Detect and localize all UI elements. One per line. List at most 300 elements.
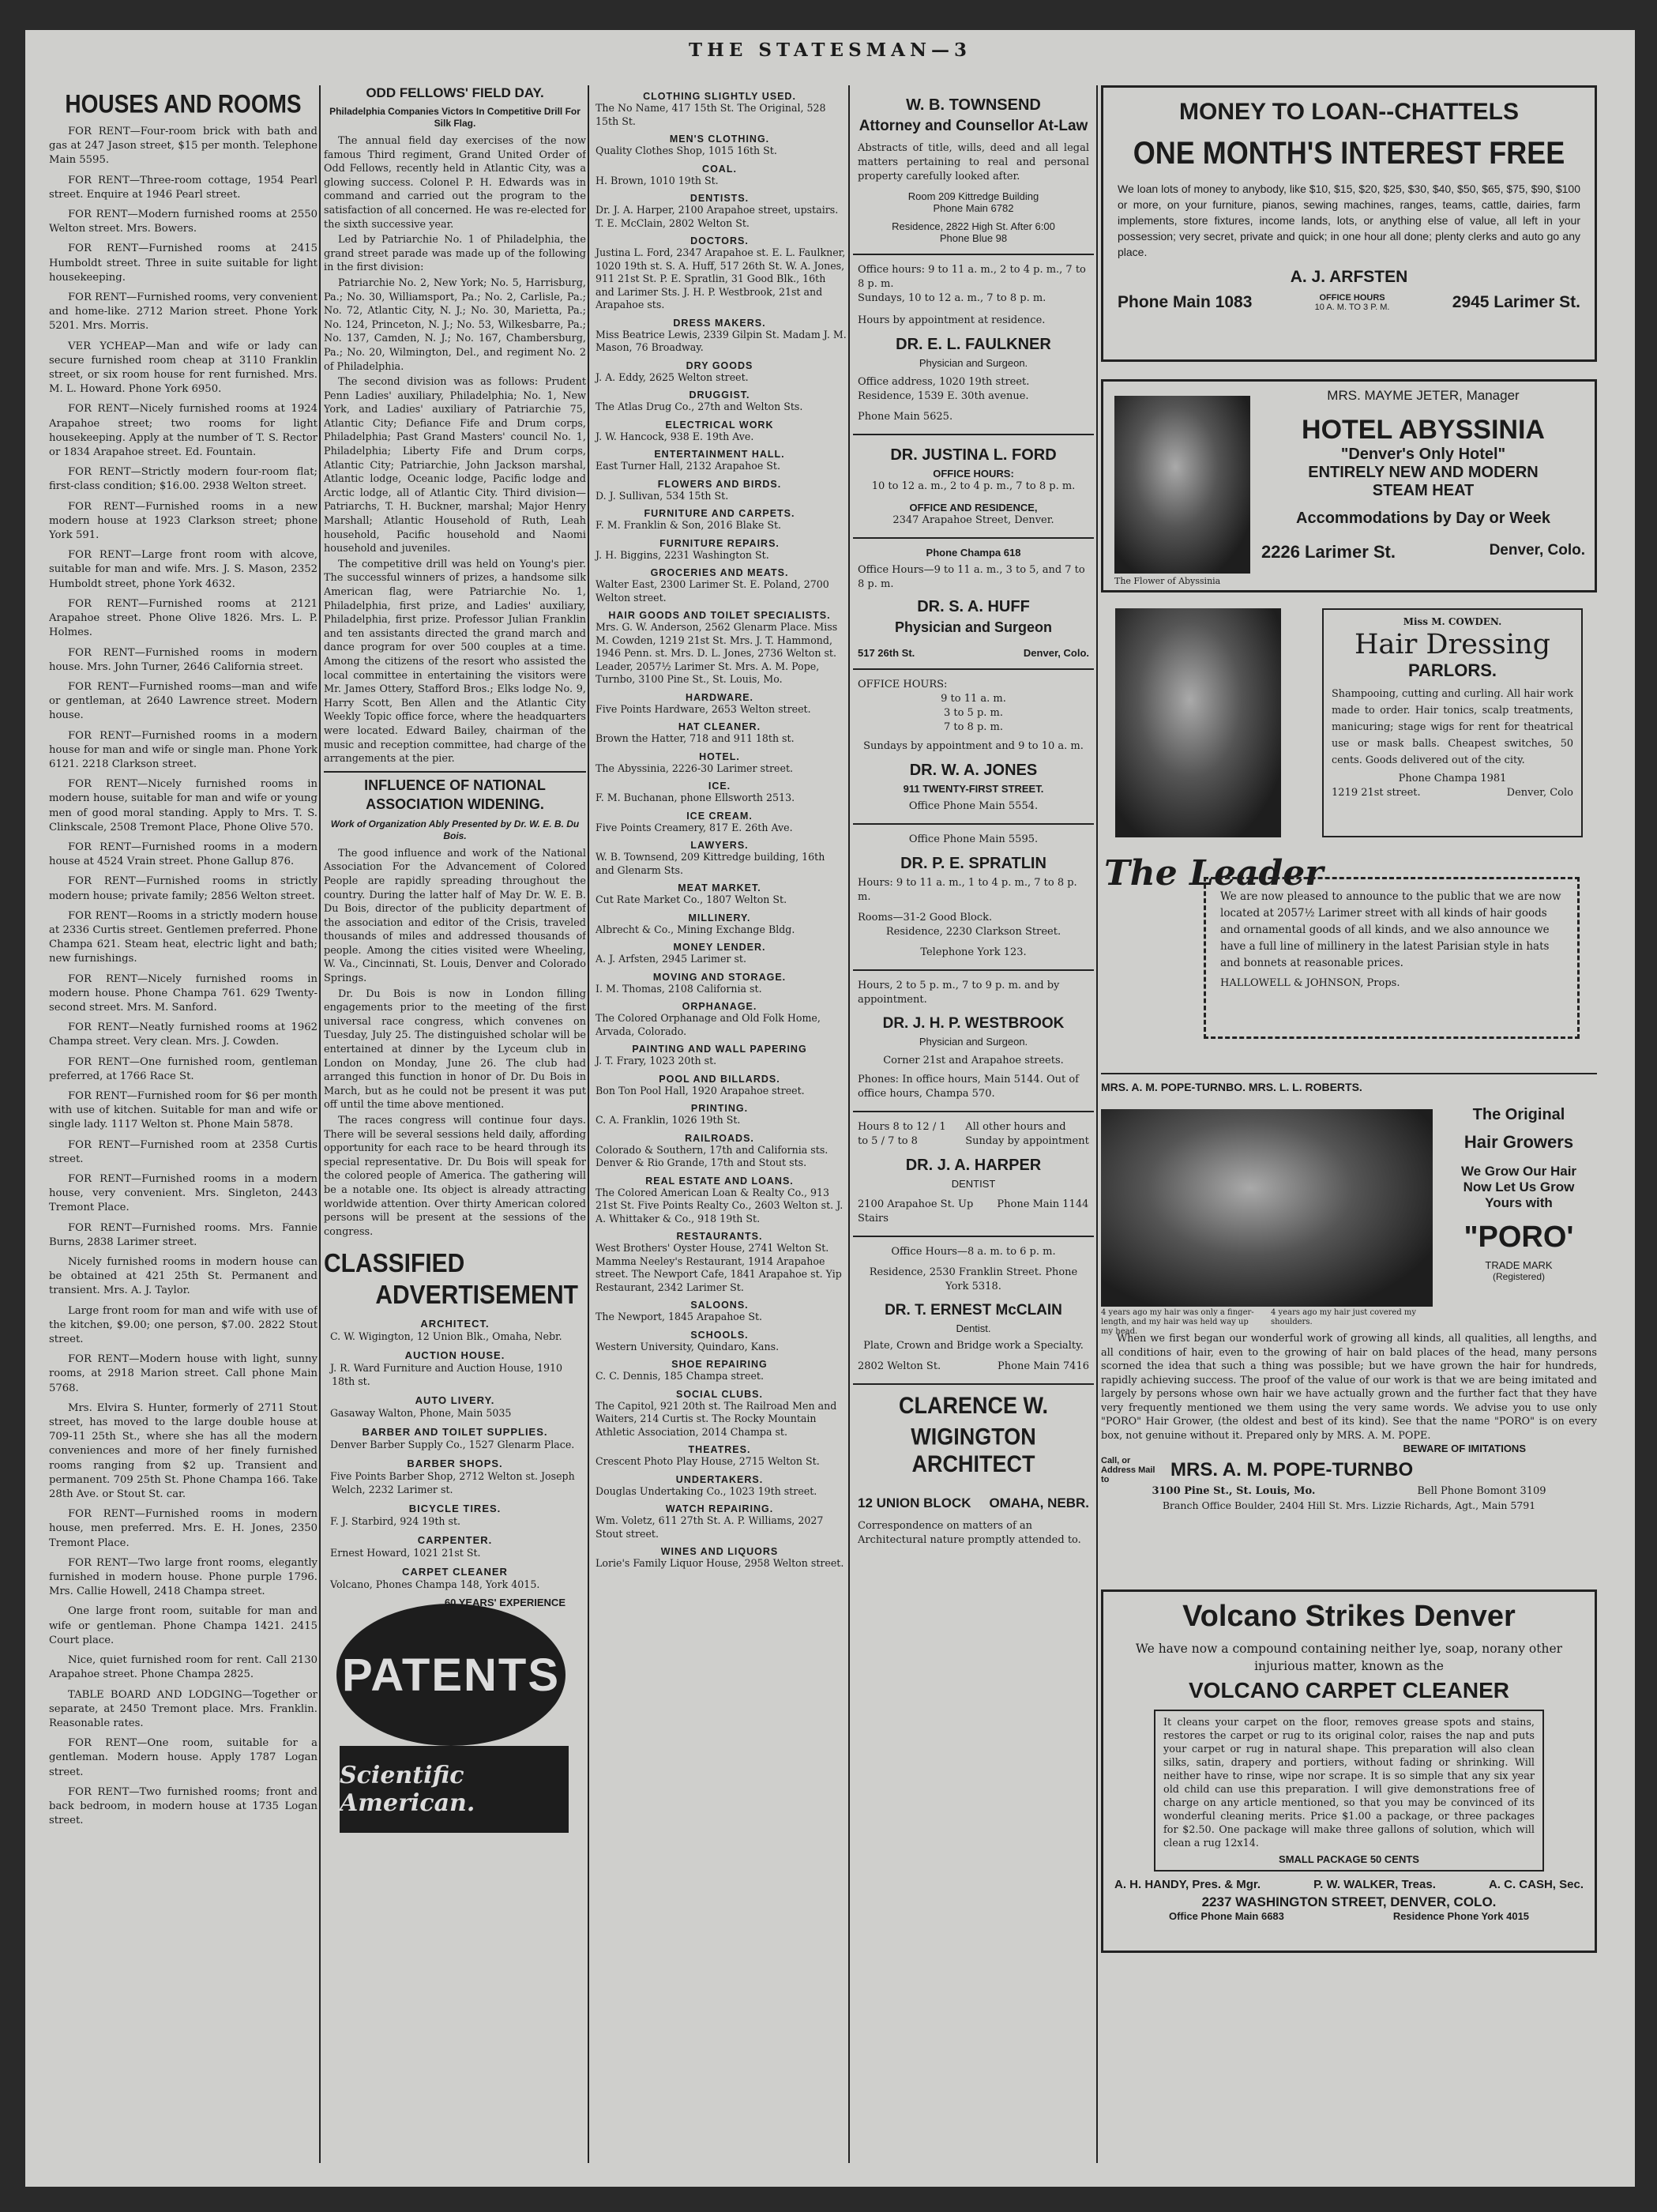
classified-categories	[324, 1318, 586, 1591]
directory-heading: THEATRES.	[688, 1444, 751, 1455]
newspaper-page	[25, 30, 1635, 2187]
card-line: Phone Champa 618	[926, 547, 1021, 559]
classified-ad: FOR RENT—One furnished room, gentleman preferred, at 1766 Race St.	[49, 1055, 317, 1082]
article-body	[324, 847, 586, 1240]
directory-entry: F. M. Buchanan, phone Ellsworth 2513.	[596, 792, 795, 803]
directory-heading: RAILROADS.	[685, 1132, 754, 1144]
hotel-city: Denver, Colo.	[1489, 542, 1585, 559]
card-line: Hours, 2 to 5 p. m., 7 to 9 p. m. and by appointment.	[858, 980, 1060, 1006]
directory-entry: Douglas Undertaking Co., 1023 19th street.	[596, 1484, 817, 1497]
poro-mrs: MRS. A. M. POPE-TURNBO	[1170, 1459, 1414, 1480]
classified-ad: FOR RENT—Three-room cottage, 1954 Pearl street. Enquire at 1946 Pearl street.	[49, 174, 317, 201]
poro-line: We Grow Our Hair	[1460, 1164, 1577, 1179]
card-name: DR. J. H. P. WESTBROOK	[882, 1015, 1065, 1032]
volcano-phones	[1114, 1910, 1584, 1922]
patents-ad	[336, 1597, 573, 1833]
classified-ad: FOR RENT—Furnished rooms in a new modern house at 1923 Clarkson street; phone York 591.	[49, 500, 317, 542]
hair-text	[1322, 608, 1583, 837]
townsend-card	[853, 85, 1094, 255]
directory-entry: Five Points Creamery, 817 E. 26th Ave.	[596, 821, 793, 833]
volcano-officer: A. C. CASH, Sec.	[1488, 1878, 1584, 1891]
card-line: 9 to 11 a. m.	[941, 693, 1006, 705]
spratlin-card	[853, 825, 1094, 971]
category-heading: CARPET CLEANER	[402, 1566, 508, 1578]
classified-ad: FOR RENT—Furnished rooms in strictly modern house; private family; 2856 Welton street.	[49, 875, 317, 902]
directory-entry: Wm. Voletz, 611 27th St. A. P. Williams, 2027 Stout street.	[596, 1514, 824, 1540]
card-footer	[858, 1198, 1089, 1226]
photo-caption: The Flower of Abyssinia	[1114, 576, 1221, 586]
hair-body: Shampooing, cutting and curling. All hair work made to order. Hair tonics, scalp treatments, manicuring; stage wigs for rent for theatrical use or mask balls. Cheapest switches, 50 cents. Goods delivered out of the city.	[1332, 688, 1573, 766]
directory-heading: WATCH REPAIRING.	[665, 1503, 774, 1514]
volcano-box	[1154, 1710, 1544, 1872]
card-line: Corner 21st and Arapahoe streets.	[883, 1055, 1064, 1066]
directory-heading: WINES AND LIQUORS	[660, 1546, 779, 1557]
directory-heading: MEAT MARKET.	[678, 882, 761, 893]
directory-heading: ORPHANAGE.	[682, 1001, 757, 1012]
card-line: OFFICE HOURS:	[858, 679, 948, 690]
directory-heading: CLOTHING SLIGHTLY USED.	[643, 91, 796, 102]
card-name: DR. T. ERNEST McCLAIN	[885, 1302, 1062, 1319]
directory-heading: MILLINERY.	[688, 912, 751, 924]
article-paragraph: The second division was as follows: Prudent Penn Ladies' auxiliary, Philadelphia; No. 1, New York, and Ladies' auxiliary of Patriarchie 75, Atlantic City; Defiance Fife and Drum corps, Philadelphia; Past Grand Masters' council No. 1, Philadelphia; Liberty Fife and Drum corps, Atlantic City; Patriarchie, John Jackson marshal, Atlantic lodge, Oceanic lodge, Pacific lodge and Arctic lodge, all of Atlantic City. Third division—Patriarchs, T. H. Buckner, marshal; Major Henry Marshall; Atlantic Household of Ruth, Leah household, Pacific household and Naomi household and juveniles.	[324, 376, 586, 555]
category-heading: AUCTION HOUSE.	[404, 1349, 505, 1362]
card-line: Phones: In office hours, Main 5144. Out of office hours, Champa 570.	[858, 1074, 1079, 1100]
hair-phone: Phone Champa 1981	[1398, 773, 1507, 784]
directory-heading: FURNITURE AND CARPETS.	[644, 508, 795, 519]
card-line: 3 to 5 p. m.	[943, 707, 1004, 719]
directory-entry: The Abyssinia, 2226-30 Larimer street.	[596, 762, 794, 774]
classified-ad: One large front room, suitable for man and wife or gentleman. Phone Champa 1421. 2415 Court place.	[49, 1605, 317, 1646]
directory-heading: SHOE REPAIRING	[671, 1359, 768, 1370]
directory-heading: HAT CLEANER.	[678, 721, 761, 732]
directory-heading: DRESS MAKERS.	[673, 317, 766, 329]
patents-years: 60 YEARS' EXPERIENCE	[444, 1597, 565, 1609]
hotel-address: 2226 Larimer St.	[1261, 542, 1396, 562]
section-title: HOUSES AND ROOMS	[65, 89, 302, 118]
ad-address: 2945 Larimer St.	[1452, 293, 1580, 311]
directory-heading: FURNITURE REPAIRS.	[659, 537, 780, 549]
directory-heading: SOCIAL CLUBS.	[676, 1388, 763, 1400]
directory-heading: ELECTRICAL WORK	[665, 419, 774, 431]
ad-hours-label: OFFICE HOURS	[1319, 293, 1385, 303]
poro-contact	[1101, 1456, 1597, 1484]
card-line: Office hours: 9 to 11 a. m., 2 to 4 p. m., 7 to 8 p. m.	[858, 264, 1086, 290]
hotel-text	[1261, 388, 1585, 562]
card-footer	[858, 1360, 1089, 1374]
column-rule	[319, 85, 321, 2163]
ad-footer	[1118, 293, 1580, 312]
poro-phone: Bell Phone Bomont 3109	[1417, 1485, 1546, 1497]
classified-ad: FOR RENT—Nicely furnished rooms at 1924 Arapahoe street; two rooms for light housekeeping. Apply at the number of T. S. Rector or 1834 Arapahoe street. Ed. Fountain.	[49, 403, 317, 459]
directory-heading: HARDWARE.	[685, 691, 754, 703]
hotel-accommodations: Accommodations by Day or Week	[1296, 510, 1550, 527]
article-subhead: Philadelphia Companies Victors In Competitive Drill For Silk Flag.	[329, 106, 581, 129]
hotel-abyssinia-ad	[1101, 379, 1597, 592]
directory-entry: J. T. Frary, 1023 20th st.	[596, 1055, 717, 1066]
display-ads-column	[1101, 85, 1597, 2163]
directory-entry: The No Name, 417 15th St. The Original, 528 15th St.	[596, 102, 826, 127]
leader-body: We are now pleased to announce to the public that we are now located at 2057½ Larimer street with all kinds of hair goods and ornamental goods of all kinds, and we also announce we have a full line of millinery in the latest Parisian style in hats and bonnets at reasonable prices.	[1220, 890, 1561, 969]
directory-entry: Bon Ton Pool Hall, 1920 Arapahoe street.	[596, 1084, 805, 1097]
card-line: Phone Blue 98	[939, 232, 1008, 244]
card-title: Attorney and Counsellor At-Law	[859, 118, 1088, 134]
card-line: All other hours and Sunday by appointment	[965, 1121, 1089, 1147]
classified-ad: TABLE BOARD AND LODGING—Together or separate, at 2450 Tremont place. Mrs. Franklin. Reasonable rates.	[49, 1688, 317, 1729]
huff-card	[853, 539, 1094, 670]
article-paragraph: The races congress will continue four days. There will be several sessions held daily, affording opportunity for each race to be heard through its special representative. Dr. Du Bois will speak for the colored people of America. The gathering will be a notable one. Its object is already attracting worldwide attention. Over thirty American colored persons will be present at the sessions of the congress.	[324, 1115, 586, 1238]
poro-text	[1101, 1332, 1597, 1513]
directory-heading: ICE CREAM.	[686, 810, 753, 822]
card-name: DR. P. E. SPRATLIN	[900, 855, 1046, 872]
category-heading: ARCHITECT.	[420, 1318, 490, 1330]
poro-photo	[1101, 1109, 1433, 1307]
card-title: Physician and Surgeon.	[919, 357, 1028, 369]
directory-heading: SALOONS.	[690, 1300, 749, 1311]
directory-entry: The Newport, 1845 Arapahoe St.	[596, 1311, 763, 1322]
card-line: Hours 8 to 12 / 1 to 5 / 7 to 8	[858, 1121, 946, 1147]
directory-entry: Justina L. Ford, 2347 Arapahoe st. E. L. Faulkner, 1020 19th st. S. A. Huff, 517 26th St. W. A. Jones, 911 21st St. P. E. Spratlin, 31 Good Blk., 16th and Larimer Sts. J. H. P. Westbrook, 21st and Arapahoe sts.	[596, 246, 846, 310]
money-to-loan-ad	[1101, 85, 1597, 362]
directory-heading: ICE.	[708, 781, 731, 792]
poro-line: (Registered)	[1492, 1271, 1546, 1282]
hair-footer	[1332, 786, 1573, 800]
volcano-intro: We have now a compound containing neither lye, soap, norany other injurious matter, known as the	[1135, 1642, 1563, 1673]
category-heading: BARBER SHOPS.	[407, 1458, 503, 1470]
patents-badge: PATENTS	[336, 1604, 565, 1746]
category-entry: Five Points Barber Shop, 2712 Welton st. Joseph Welch, 2232 Larimer st.	[330, 1470, 575, 1496]
directory-heading: COAL.	[702, 163, 737, 175]
volcano-officer: A. H. HANDY, Pres. & Mgr.	[1114, 1878, 1261, 1891]
card-line: 2802 Welton St.	[858, 1360, 941, 1372]
directory-entry: H. Brown, 1010 19th St.	[596, 174, 719, 186]
card-line: Sundays by appointment and 9 to 10 a. m.	[863, 740, 1084, 752]
directory-entry: Quality Clothes Shop, 1015 16th St.	[596, 145, 777, 156]
directory-entry: Brown the Hatter, 718 and 911 18th st.	[596, 732, 795, 744]
card-name: DR. W. A. JONES	[909, 762, 1038, 779]
category-entry: Ernest Howard, 1021 21st St.	[330, 1547, 481, 1559]
hotel-tagline: "Denver's Only Hotel"	[1340, 446, 1506, 463]
card-line: Office address, 1020 19th street.	[858, 376, 1030, 388]
category-heading: BICYCLE TIRES.	[408, 1503, 502, 1515]
classified-ad: FOR RENT—Furnished rooms in modern house. Mrs. John Turner, 2646 California street.	[49, 646, 317, 673]
column-rule	[848, 85, 850, 2163]
poro-addr-row	[1101, 1484, 1597, 1499]
card-line: Telephone York 123.	[920, 946, 1027, 958]
volcano-name: VOLCANO CARPET CLEANER	[1188, 1678, 1509, 1702]
card-body: Correspondence on matters of an Architectural nature promptly attended to.	[858, 1520, 1081, 1546]
poro-ad	[1101, 1074, 1597, 1580]
ad-headline: ONE MONTH'S INTEREST FREE	[1133, 134, 1565, 171]
card-hours-row	[858, 1120, 1089, 1149]
portrait-photo	[1114, 396, 1250, 574]
poro-call: Call, or Address Mail to	[1101, 1456, 1155, 1484]
card-name: DR. JUSTINA L. FORD	[890, 446, 1057, 464]
directory-heading: UNDERTAKERS.	[675, 1473, 764, 1485]
category-entry: J. R. Ward Furniture and Auction House, 1910 18th st.	[330, 1362, 563, 1388]
card-line: 2100 Arapahoe St. Up Stairs	[858, 1198, 974, 1224]
ad-headline: MONEY TO LOAN--CHATTELS	[1179, 99, 1519, 125]
leader-props: HALLOWELL & JOHNSON, Props.	[1220, 977, 1400, 989]
volcano-phone: Office Phone Main 6683	[1168, 1910, 1284, 1922]
westbrook-card	[853, 971, 1094, 1112]
directory-entry: Miss Beatrice Lewis, 2339 Gilpin St. Madam J. M. Mason, 76 Broadway.	[596, 328, 847, 353]
hair-title: Hair Dressing	[1354, 629, 1550, 660]
classified-heading: ADVERTISEMENT	[375, 1281, 578, 1311]
card-title: Dentist.	[956, 1322, 991, 1334]
poro-branch: Branch Office Boulder, 2404 Hill St. Mrs. Lizzie Richards, Agt., Main 5791	[1162, 1499, 1536, 1511]
card-line: Office Phone Main 5554.	[908, 800, 1039, 812]
category-entry: C. W. Wigington, 12 Union Blk., Omaha, Nebr.	[330, 1330, 562, 1343]
directory-heading: SCHOOLS.	[690, 1329, 749, 1341]
classified-ad: FOR RENT—Furnished rooms at 2415 Humboldt street. Three in suite suitable for light housekeeping.	[49, 243, 317, 284]
card-line: Residence, 2822 High St. After 6:00	[892, 220, 1055, 232]
directory-heading: PRINTING.	[690, 1103, 749, 1114]
card-line: 7 to 8 p. m.	[943, 721, 1004, 733]
article-paragraph: The good influence and work of the National Association For the Advancement of Colored People are rapidly spreading throughout the country. During the latter half of May Dr. W. E. B. Du Bois, director of the publicity department of the association and editor of the Crisis, traveled thousands of miles and addressed thousands of people. Among the cities visited were Wheeling, W. Va., Cincinnati, St. Louis, Denver and Colorado Springs.	[324, 847, 586, 985]
ad-hours: 10 A. M. TO 3 P. M.	[1314, 303, 1390, 312]
card-line: Hours: 9 to 11 a. m., 1 to 4 p. m., 7 to 8 p. m.	[858, 877, 1077, 903]
poro-line: Now Let Us Grow	[1463, 1179, 1575, 1194]
column-rule	[588, 85, 589, 2163]
harper-card	[853, 1112, 1094, 1237]
houses-and-rooms-column	[49, 85, 317, 2163]
classified-ad: FOR RENT—Two large front rooms, elegantly furnished in modern house. Phone purple 1796. Mrs. Callie Howell, 2418 Champa street.	[49, 1556, 317, 1598]
directory-entry: Five Points Hardware, 2653 Welton street.	[596, 702, 811, 715]
category-entry: Gasaway Walton, Phone, Main 5035	[330, 1407, 512, 1420]
directory-entry: Mrs. G. W. Anderson, 2562 Glenarm Place. Miss M. Cowden, 1219 21st St. Mrs. J. T. Hammond, 1946 Penn. st. Mrs. D. L. Jones, 2736 Welton st. Leader, 2057½ Larimer St. Mrs. A. M. Pope, Turnbo, 3100 Pine St., St. Louis, Mo.	[596, 621, 838, 685]
hair-dressing-ad	[1101, 608, 1597, 853]
classified-ad: FOR RENT—Two furnished rooms; front and back bedroom, in modern house at 1735 Logan street.	[49, 1785, 317, 1827]
card-footer	[858, 1492, 1089, 1514]
hair-photo	[1115, 608, 1281, 837]
classified-ad: FOR RENT—Nicely furnished rooms in modern house. Phone Champa 761. 629 Twenty-second street. Mrs. M. Sanford.	[49, 972, 317, 1014]
poro-line: Yours with	[1485, 1195, 1553, 1210]
card-line: 2347 Arapahoe Street, Denver.	[892, 514, 1054, 526]
card-line: Phone Main 6782	[933, 202, 1014, 214]
classified-heading: CLASSIFIED	[324, 1249, 465, 1279]
directory-entry: West Brothers' Oyster House, 2741 Welton St. Mamma Neeley's Restaurant, 1914 Arapahoe street. The Newport Cafe, 1841 Arapahoe st. Yip Restaurant, 2342 Larimer St.	[596, 1242, 842, 1293]
card-line: Office Hours—9 to 11 a. m., 3 to 5, and 7 to 8 p. m.	[858, 564, 1085, 590]
volcano-officer: P. W. WALKER, Treas.	[1313, 1878, 1436, 1891]
classified-ad: FOR RENT—Rooms in a strictly modern house at 2336 Curtis street. Gentlemen preferred. Phone Champa 621. Steam heat, electric light and bath; new furnishings.	[49, 909, 317, 965]
directory-heading: PAINTING AND WALL PAPERING	[632, 1044, 807, 1055]
directory-entry: The Atlas Drug Co., 27th and Welton Sts.	[596, 401, 803, 412]
directory-heading: LAWYERS.	[690, 840, 749, 851]
card-body: Abstracts of title, wills, deed and all legal matters pertaining to real and personal property carefully looked after.	[858, 142, 1089, 182]
card-line: Phone Main 7416	[998, 1360, 1089, 1372]
card-name: W. B. TOWNSEND	[906, 96, 1041, 114]
hotel-modern: ENTIRELY NEW AND MODERN	[1308, 464, 1539, 481]
classified-ad: FOR RENT—Large front room with alcove, suitable for man and wife. Mrs. J. S. Mason, 2352 Humboldt street, phone York 4632.	[49, 549, 317, 590]
card-line: Office Phone Main 5595.	[908, 833, 1039, 845]
hotel-manager: MRS. MAYME JETER, Manager	[1327, 388, 1520, 403]
poro-brand-name: "PORO'	[1463, 1221, 1574, 1254]
card-line: Residence, 2230 Clarkson Street.	[885, 926, 1061, 938]
card-name: DR. E. L. FAULKNER	[896, 336, 1051, 353]
article-body	[324, 134, 586, 766]
volcano-body: It cleans your carpet on the floor, removes grease spots and stains, restores the carpet or rug to its original color, raises the nap and puts your carpet or rug in natural shape. This preparation will also clean silks, satin, drapery and portiers, without fading or shrinking. Will neither have to rinse, wipe nor scrape. It is so simple that any six year old child can use this preparation. I will give demonstrations free of charge on any article mentioned, so that you may be convinced of its wonderful cleaning merits. Price $1.00 a package, or three packages for $2.50. One package will make three gallons of solution, which will clean a rug 12x14.	[1163, 1717, 1535, 1849]
poro-beware: BEWARE OF IMITATIONS	[1403, 1443, 1526, 1454]
card-line: Office Hours—8 a. m. to 6 p. m.	[891, 1246, 1056, 1258]
classified-ad: Nice, quiet furnished room for rent. Call 2130 Arapahoe street. Phone Champa 2825.	[49, 1654, 317, 1681]
directory-heading: HAIR GOODS AND TOILET SPECIALISTS.	[608, 610, 831, 621]
volcano-ad	[1101, 1589, 1597, 1953]
card-line: Rooms—31-2 Good Block.	[858, 912, 993, 924]
category-heading: CARPENTER.	[417, 1534, 493, 1547]
card-title: Physician and Surgeon	[894, 619, 1053, 635]
card-title: Physician and Surgeon.	[919, 1036, 1028, 1048]
column-rule	[1096, 85, 1098, 2163]
business-directory-column	[592, 85, 847, 2163]
classified-ad: FOR RENT—Strictly modern four-room flat; first-class condition; $16.00. 2938 Welton street.	[49, 466, 317, 493]
directory-entry: A. J. Arfsten, 2945 Larimer st.	[596, 953, 746, 965]
hotel-footer	[1261, 542, 1585, 562]
classified-ad: FOR RENT—Four-room brick with bath and gas at 247 Jason street, $15 per month. Telephone Main 5595.	[49, 126, 317, 167]
directory-heading: REAL ESTATE AND LOANS.	[645, 1175, 794, 1187]
directory-heading: MEN'S CLOTHING.	[669, 134, 770, 145]
classified-ad: Mrs. Elvira S. Hunter, formerly of 2711 Stout street, has moved to the large double house at 709-11 25th St., where she has all the modern conveniences and more of her finely furnished rooms ranging from $2 up. Transient and permanent. 709 25th St. Phone Champa 166. Take 28th Ave. or Stout St. car.	[49, 1401, 317, 1501]
hair-owner: Miss M. COWDEN.	[1403, 616, 1502, 627]
card-line: Residence, 2530 Franklin Street. Phone York 5318.	[869, 1266, 1078, 1292]
category-entry: Denver Barber Supply Co., 1527 Glenarm Place.	[330, 1439, 575, 1451]
directory-heading: RESTAURANTS.	[676, 1231, 763, 1242]
directory-entry: Walter East, 2300 Larimer St. E. Poland, 2700 Welton street.	[596, 578, 829, 604]
directory-entry: The Colored Orphanage and Old Folk Home, Arvada, Colorado.	[596, 1012, 821, 1037]
card-line: 911 TWENTY-FIRST STREET.	[903, 783, 1044, 795]
directory-heading: HOTEL.	[699, 750, 740, 762]
card-line: OMAHA, NEBR.	[989, 1495, 1089, 1510]
directory-entry: C. C. Dennis, 185 Champa street.	[596, 1370, 764, 1382]
card-line: Residence, 1539 E. 30th avenue.	[858, 390, 1029, 402]
directory-entry: I. M. Thomas, 2108 California st.	[596, 982, 762, 995]
volcano-small: SMALL PACKAGE 50 CENTS	[1279, 1853, 1419, 1865]
card-name: DR. S. A. HUFF	[917, 598, 1030, 615]
directory-heading: DRY GOODS	[686, 359, 753, 371]
wigington-card	[853, 1385, 1094, 1557]
leader-ad	[1101, 853, 1597, 1074]
directory-entry: Western University, Quindaro, Kans.	[596, 1340, 780, 1352]
card-line: Room 209 Kittredge Building	[907, 190, 1039, 202]
article-paragraph: The competitive drill was held on Young's pier. The successful winners of prizes, a handsome silk American flag, were Patriarchie No. 1, Philadelphia, first prize, and Ladies' auxiliary, Philadelphia, first prize. Professor Julian Franklin and ten assistants directed the grand march and dance program for over 500 couples at a time. Among the citizens of the resort who assisted the local committee in entertaining the visitors were Mr. James Ottery, Stafford Bros.; Elks lodge No. 9, Harry Scott, Ben Allen and the Atlantic City Weekly Topic office force, where the headquarters were located. Edward Bailey, chairman of the music and reception committee, had charge of the arrangements at the pier.	[324, 558, 586, 766]
scientific-american-logo: Scientific American.	[340, 1746, 569, 1833]
directory-entry: The Colored American Loan & Realty Co., 913 21st St. Five Points Realty Co., 2603 Welton st. J. A. Whittaker & Co., 918 19th St.	[596, 1186, 844, 1224]
hair-address: 1219 21st street.	[1332, 787, 1421, 799]
professional-cards-column	[853, 85, 1094, 2163]
classified-ad: FOR RENT—Furnished rooms in a modern house for man and wife or single man. Phone York 6121. 2218 Clarkson street.	[49, 729, 317, 770]
directory-heading: DOCTORS.	[690, 235, 749, 246]
card-line: Phone Main 5625.	[858, 411, 953, 423]
poro-brand	[1441, 1106, 1597, 1282]
card-title: DENTIST	[951, 1178, 996, 1190]
directory-entry: Cut Rate Market Co., 1807 Welton St.	[596, 893, 787, 905]
directory-entry: Dr. J. A. Harper, 2100 Arapahoe street, upstairs. T. E. McClain, 2802 Welton St.	[596, 204, 839, 229]
poro-caption: 4 years ago my hair just covered my shoulders.	[1271, 1308, 1417, 1326]
directory-heading: DRUGGIST.	[689, 389, 750, 401]
hair-city: Denver, Colo	[1506, 787, 1573, 799]
directory-list	[592, 91, 847, 1571]
directory-heading: DENTISTS.	[689, 193, 750, 204]
directory-entry: Colorado & Southern, 17th and California sts. Denver & Rio Grande, 17th and Stout sts.	[596, 1143, 828, 1168]
classified-ad: FOR RENT—Furnished rooms, very convenient and home-like. 2712 Marion street. Phone York 5201. Mrs. Morris.	[49, 292, 317, 333]
article-headline: ODD FELLOWS' FIELD DAY.	[366, 85, 544, 100]
directory-entry: Albrecht & Co., Mining Exchange Bldg.	[596, 923, 795, 935]
classified-ad: FOR RENT—Modern furnished rooms at 2550 Welton street. Mrs. Bowers.	[49, 209, 317, 235]
card-name: CLARENCE W. WIGINGTON	[899, 1392, 1048, 1450]
poro-line: TRADE MARK	[1485, 1259, 1553, 1271]
category-heading: BARBER AND TOILET SUPPLIES.	[362, 1426, 548, 1439]
classified-list	[49, 125, 317, 1828]
article-headline: INFLUENCE OF NATIONAL ASSOCIATION WIDENING.	[364, 777, 546, 812]
directory-entry: C. A. Franklin, 1026 19th St.	[596, 1114, 741, 1126]
card-footer	[858, 647, 1089, 659]
poro-body: When we first began our wonderful work of growing all kinds, all qualities, all lengths, and all conditions of hair, even to the growing of hair on bald places of the head, many persons scorned the idea that such a thing was possible; but we have grown the hair for hundreds, rapidly achieving success. The proof of the value of our work is that we are being imitated and largely by persons whose own hair we have actually grown and the further fact that they have very frequently mentioned we them using the very same words. We advise you to use only "PORO" Hair Grower, (the oldest and best of its kind). See that the name "PORO" is on every box, not genuine without it. Prepared only by MRS. A. M. POPE.	[1101, 1333, 1597, 1442]
directory-entry: J. A. Eddy, 2625 Welton street.	[596, 371, 749, 383]
classified-ad: FOR RENT—Nicely furnished rooms in modern house, suitable for man and wife or young men of good moral standing. Apply to Mrs. T. S. Clinkscale, 2508 Tremont Place, Phone Olive 570.	[49, 778, 317, 833]
ad-body: We loan lots of money to anybody, like $10, $15, $20, $25, $30, $40, $50, $65, $75, $90, $100 or more, on your furniture, pianos, sewing machines, ranges, teams, cattle, dairies, farm implements, store fixtures, income lands, lots, or anything else of value, all left in your possession; very secret, private and quick; in one hour all done; plenty clerks and auto go any place.	[1118, 182, 1580, 258]
classified-ad: FOR RENT—Furnished rooms in a modern house, very convenient. Mrs. Singleton, 2443 Tremont Place.	[49, 1173, 317, 1214]
article-paragraph: Patriarchie No. 2, New York; No. 5, Harrisburg, Pa.; No. 30, Williamsport, Pa.; No. 2, Carlisle, Pa.; No. 72, Atlantic City, N. J.; No. 30, Marietta, Pa.; No. 124, Princeton, N. J.; No. 53, Wilkesbarre, Pa.; No. 137, Camden, N. J.; No. 167, Chambersburg, Pa.; No. 20, Wilmington, Del., and regiment No. 2 of Philadelphia.	[324, 276, 586, 373]
article-paragraph: Led by Patriarchie No. 1 of Philadelphia, the grand street parade was made up of the following in the first division:	[324, 234, 586, 274]
category-entry: F. J. Starbird, 924 19th st.	[330, 1515, 461, 1528]
poro-line: Hair Growers	[1463, 1132, 1574, 1152]
classified-ad: FOR RENT—Furnished room at 2358 Curtis street.	[49, 1138, 317, 1165]
ford-card	[853, 435, 1094, 539]
card-line: Sundays, 10 to 12 a. m., 7 to 8 p. m.	[858, 292, 1046, 304]
classified-ad: FOR RENT—Furnished rooms—man and wife or gentleman, at 2640 Lawrence street. Modern house.	[49, 680, 317, 722]
classified-ad: FOR RENT—Furnished room for $6 per month with use of kitchen. Suitable for man and wife or single lady. 1117 Welton st. Phone Main 5878.	[49, 1089, 317, 1131]
leader-title: The Leader	[1104, 853, 1324, 893]
page-header: THE STATESMAN—3	[688, 40, 972, 61]
classified-ad: FOR RENT—Furnished rooms in a modern house at 4524 Vrain street. Phone Gallup 876.	[49, 841, 317, 868]
classified-ad: FOR RENT—Furnished rooms in modern house, men preferred. Mrs. E. H. Jones, 2350 Tremont Place.	[49, 1508, 317, 1549]
directory-entry: W. B. Townsend, 209 Kittredge building, 16th and Glenarm Sts.	[596, 851, 825, 876]
classified-ad: Large front room for man and wife with use of the kitchen, $9.00; one person, $7.00. 2822 Stout street.	[49, 1304, 317, 1346]
directory-heading: GROCERIES AND MEATS.	[650, 567, 789, 578]
classified-ad: FOR RENT—One room, suitable for a gentleman. Modern house. Apply 1787 Logan street.	[49, 1737, 317, 1778]
classified-ad: VER YCHEAP—Man and wife or lady can secure furnished room cheap at 3110 Franklin street, or six room house for rent furnished. Mrs. M. L. Howard. Phone York 6950.	[49, 340, 317, 396]
hair-subtitle: PARLORS.	[1407, 660, 1497, 680]
ad-name: A. J. ARFSTEN	[1290, 268, 1408, 286]
card-line: 517 26th St.	[858, 647, 915, 659]
classified-ad: FOR RENT—Furnished rooms. Mrs. Fannie Burns, 2838 Larimer street.	[49, 1221, 317, 1248]
card-line: OFFICE HOURS:	[933, 468, 1014, 480]
category-entry: Volcano, Phones Champa 148, York 4015.	[330, 1578, 540, 1591]
faulkner-card	[853, 255, 1094, 435]
volcano-title: Volcano Strikes Denver	[1182, 1600, 1516, 1633]
directory-entry: East Turner Hall, 2132 Arapahoe St.	[596, 460, 780, 472]
category-heading: AUTO LIVERY.	[415, 1394, 495, 1407]
poro-address: 3100 Pine St., St. Louis, Mo.	[1152, 1485, 1316, 1497]
directory-entry: J. W. Hancock, 938 E. 19th Ave.	[596, 430, 754, 442]
ad-phone: Phone Main 1083	[1118, 293, 1253, 311]
directory-heading: POOL AND BILLARDS.	[659, 1073, 780, 1085]
classified-ad: FOR RENT—Furnished rooms at 2121 Arapahoe street. Phone Olive 1826. Mrs. L. P. Holmes.	[49, 597, 317, 639]
news-column	[324, 85, 586, 2163]
poro-caption: 4 years ago my hair was only a finger-length, and my hair was held way up my head.	[1101, 1308, 1254, 1336]
card-line: Hours by appointment at residence.	[858, 314, 1046, 326]
mcclain-card	[853, 1237, 1094, 1385]
volcano-officers	[1114, 1878, 1584, 1891]
leader-box	[1204, 877, 1580, 1039]
directory-entry: Lorie's Family Liquor House, 2958 Welton street.	[596, 1557, 844, 1569]
card-line: Phone Main 1144	[997, 1198, 1089, 1210]
hotel-heat: STEAM HEAT	[1372, 482, 1475, 499]
directory-entry: D. J. Sullivan, 534 15th St.	[596, 489, 729, 502]
card-title: ARCHITECT	[911, 1450, 1035, 1477]
jones-card	[853, 670, 1094, 825]
card-name: DR. J. A. HARPER	[905, 1157, 1042, 1174]
volcano-address: 2237 WASHINGTON STREET, DENVER, COLO.	[1201, 1894, 1497, 1909]
